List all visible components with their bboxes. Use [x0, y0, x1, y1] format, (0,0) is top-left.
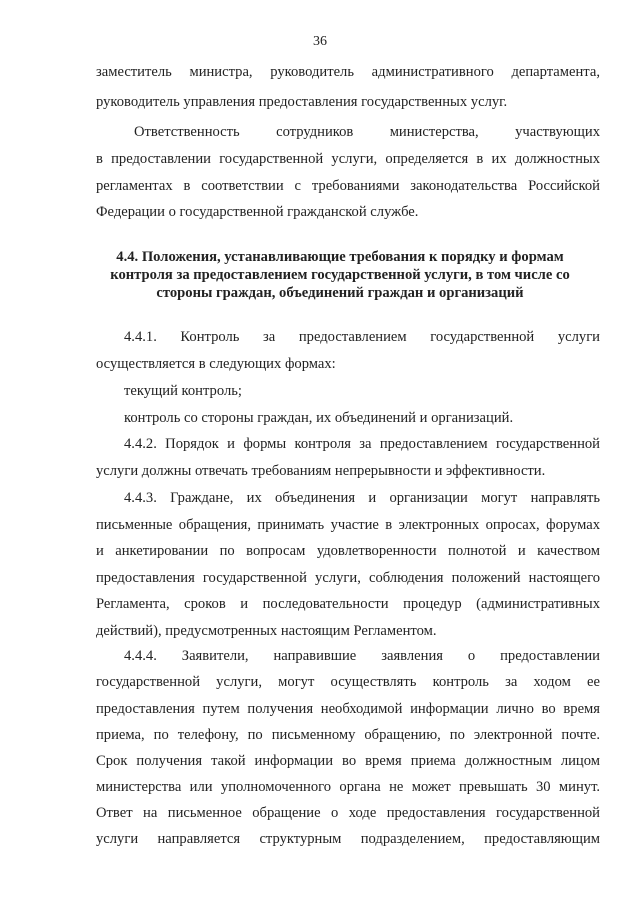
text-line: Федерации о государственной гражданской службе.	[96, 204, 419, 220]
text-line: предоставления государственной услуги, соблюдения положений настоящего	[96, 570, 600, 586]
text-line: предоставления путем получения необходимой информации лично во время	[96, 701, 600, 717]
text-line: государственной услуги, могут осуществлять контроль за ходом ее	[96, 674, 600, 690]
text-line: Регламента, сроков и последовательности процедур (административных	[96, 596, 600, 612]
text-line: письменные обращения, принимать участие в электронных опросах, форумах	[96, 517, 600, 533]
text-line: в предоставлении государственной услуги, определяется в их должностных	[96, 151, 600, 167]
text-line: действий), предусмотренных настоящим Регламентом.	[96, 623, 437, 639]
text-line: регламентах в соответствии с требованиями законодательства Российской	[96, 178, 600, 194]
text-line: осуществляется в следующих формах:	[96, 356, 336, 372]
text-line: приема, по телефону, по письменному обращению, по электронной почте.	[96, 727, 600, 743]
text-line: Срок получения такой информации во время приема должностным лицом	[96, 753, 600, 769]
text-line: и анкетировании по вопросам удовлетворенности полнотой и качеством	[96, 543, 600, 559]
text-line: 4.4.1. Контроль за предоставлением государственной услуги	[124, 329, 600, 345]
text-line: заместитель министра, руководитель административного департамента,	[96, 64, 600, 80]
text-line: министерства или уполномоченного органа не может превышать 30 минут.	[96, 779, 600, 795]
text-line: 4.4.3. Граждане, их объединения и организации могут направлять	[124, 490, 600, 506]
text-line: Ответственность сотрудников министерства, участвующих	[134, 124, 600, 140]
text-line: услуги должны отвечать требованиям непрерывности и эффективности.	[96, 463, 546, 479]
section-heading: 4.4. Положения, устанавливающие требования к порядку и формам	[116, 249, 564, 265]
text-line: 4.4.4. Заявители, направившие заявления о предоставлении	[124, 648, 600, 664]
text-line: контроль со стороны граждан, их объединений и организаций.	[124, 410, 514, 426]
page-number: 36	[313, 34, 327, 49]
text-line: Ответ на письменное обращение о ходе предоставления государственной	[96, 805, 600, 821]
section-heading: контроля за предоставлением государственной услуги, в том числе со	[110, 267, 570, 283]
section-heading: стороны граждан, объединений граждан и организаций	[156, 285, 524, 301]
text-line: услуги направляется структурным подразделением, предоставляющим	[96, 831, 600, 847]
text-line: руководитель управления предоставления государственных услуг.	[96, 94, 508, 110]
text-line: текущий контроль;	[124, 383, 242, 399]
text-line: 4.4.2. Порядок и формы контроля за предоставлением государственной	[124, 436, 600, 452]
